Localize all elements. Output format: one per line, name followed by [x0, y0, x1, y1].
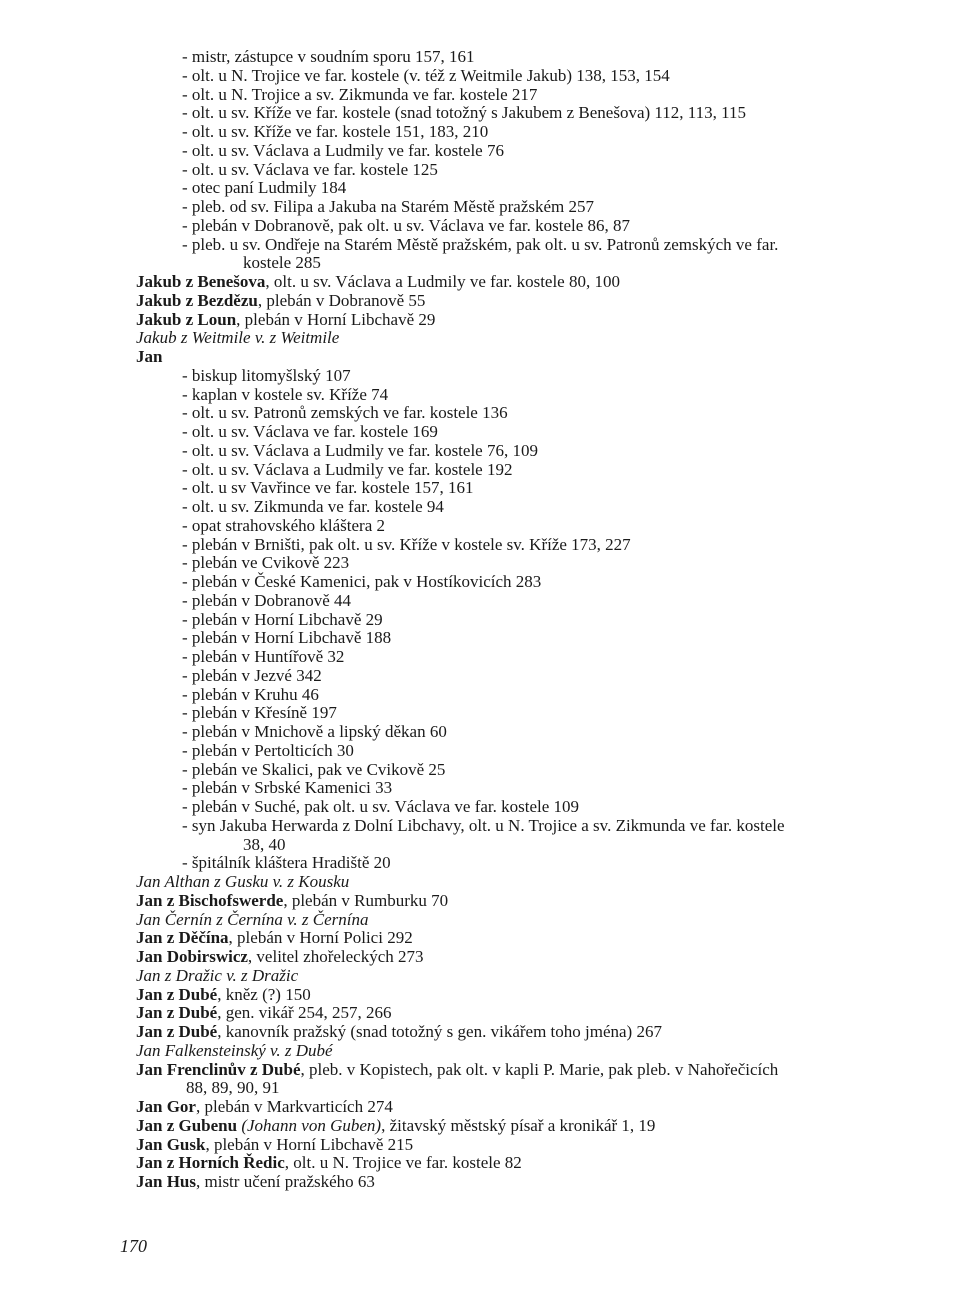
entry-text: - olt. u sv. Václava ve far. kostele 169: [182, 422, 438, 441]
entry-name: Jan Gor: [136, 1097, 196, 1116]
index-entry-heading: [136, 1022, 662, 1041]
index-subentry: [182, 778, 392, 797]
index-entry-heading: [136, 891, 448, 910]
entry-text: - plebán v Brništi, pak olt. u sv. Kříže v kostele sv. Kříže 173, 227: [182, 535, 631, 554]
entry-text: - olt. u sv. Václava a Ludmily ve far. kostele 76, 109: [182, 441, 538, 460]
entry-text: , mistr učení pražského 63: [196, 1172, 375, 1191]
entry-text: - plebán v Srbské Kamenici 33: [182, 778, 393, 797]
index-subentry: [182, 366, 351, 385]
index-subentry: [182, 741, 354, 760]
index-subentry: [182, 197, 594, 216]
entry-text: , žitavský městský písař a kronikář 1, 19: [381, 1116, 656, 1135]
page-number: 170: [120, 1236, 147, 1256]
cross-reference: Jan Althan z Gusku v. z Kousku: [136, 872, 350, 891]
index-subentry: [182, 385, 388, 404]
index-entry-heading: [136, 310, 435, 329]
entry-text: - plebán v Mnichově a lipský děkan 60: [182, 722, 447, 741]
entry-text: - plebán v Horní Libchavě 29: [182, 610, 383, 629]
entry-text: - pleb. u sv. Ondřeje na Starém Městě pražském, pak olt. u sv. Patronů zemských ve far.: [182, 235, 779, 254]
entry-text: - plebán v Dobranově 44: [182, 591, 352, 610]
index-subentry: [182, 591, 351, 610]
index-entry-heading: [136, 291, 425, 310]
entry-text: - olt. u sv. Václava ve far. kostele 125: [182, 160, 438, 179]
entry-text: - olt. u sv. Zikmunda ve far. kostele 94: [182, 497, 444, 516]
index-entry-heading: [136, 347, 162, 366]
index-subentry: [182, 760, 445, 779]
entry-text: - olt. u sv. Kříže ve far. kostele 151, 183, 210: [182, 122, 489, 141]
entry-text: - plebán v Suché, pak olt. u sv. Václava ve far. kostele 109: [182, 797, 580, 816]
index-entry-heading: [136, 1172, 375, 1191]
index-subentry: [182, 572, 541, 591]
index-subentry: [182, 441, 538, 460]
index-subentry: [182, 160, 438, 179]
entry-text: - syn Jakuba Herwarda z Dolní Libchavy, olt. u N. Trojice a sv. Zikmunda ve far. kostele: [182, 816, 785, 835]
index-subentry: [182, 535, 631, 554]
cross-reference: Jan Falkensteinský v. z Dubé: [136, 1041, 333, 1060]
index-subentry: [182, 178, 346, 197]
entry-text: , plebán v Rumburku 70: [283, 891, 449, 910]
entry-text: , kanovník pražský (snad totožný s gen. vikářem toho jména) 267: [217, 1022, 662, 1041]
cross-reference: Jan Černín z Černína v. z Černína: [136, 910, 369, 929]
entry-text: - otec paní Ludmily 184: [182, 178, 347, 197]
entry-name: Jan z Bischofswerde: [136, 891, 284, 910]
entry-text: kostele 285: [243, 253, 321, 272]
index-subentry: [182, 403, 508, 422]
index-entry-heading: [136, 1041, 333, 1060]
entry-text: - plebán v Dobranově, pak olt. u sv. Václava ve far. kostele 86, 87: [182, 216, 631, 235]
entry-text: , plebán v Horní Libchavě 29: [236, 310, 436, 329]
index-subentry: [182, 497, 444, 516]
entry-text: - olt. u sv. Václava a Ludmily ve far. kostele 192: [182, 460, 513, 479]
entry-text: - kaplan v kostele sv. Kříže 74: [182, 385, 389, 404]
entry-text: - plebán ve Cvikově 223: [182, 553, 350, 572]
entry-text: , olt. u N. Trojice ve far. kostele 82: [284, 1153, 522, 1172]
index-entry-heading: [136, 272, 620, 291]
index-subentry: [182, 797, 579, 816]
index-entry-heading: [136, 966, 298, 985]
index-subentry: [182, 553, 349, 572]
entry-text: , pleb. v Kopistech, pak olt. v kapli P. Marie, pak pleb. v Nahořečicích: [300, 1060, 779, 1079]
entry-text: - plebán v Jezvé 342: [182, 666, 322, 685]
index-entry-heading: [136, 947, 424, 966]
index-subentry: [182, 235, 778, 254]
entry-name: Jan z Gubenu: [136, 1116, 238, 1135]
entry-text: , plebán v Horní Polici 292: [228, 928, 413, 947]
entry-text: , velitel zhořeleckých 273: [247, 947, 424, 966]
entry-text: - plebán v Kruhu 46: [182, 685, 319, 704]
index-entry-heading: [136, 1003, 391, 1022]
index-entry-heading: [136, 1060, 778, 1079]
index-entry-heading: [136, 1116, 655, 1135]
entry-name: Jakub z Benešova: [136, 272, 266, 291]
entry-name: Jakub z Bezdězu: [136, 291, 258, 310]
entry-text: - olt. u sv. Václava a Ludmily ve far. kostele 76: [182, 141, 504, 160]
entry-name: Jan Dobirswicz: [136, 947, 248, 966]
entry-text: - olt. u sv Vavřince ve far. kostele 157, 161: [182, 478, 474, 497]
index-entry-heading: [136, 872, 349, 891]
entry-text: , gen. vikář 254, 257, 266: [217, 1003, 392, 1022]
cross-reference: Jakub z Weitmile v. z Weitmile: [136, 328, 340, 347]
entry-text: , olt. u sv. Václava a Ludmily ve far. kostele 80, 100: [265, 272, 620, 291]
entry-text: - plebán ve Skalici, pak ve Cvikově 25: [182, 760, 446, 779]
entry-text: - plebán v Pertolticích 30: [182, 741, 354, 760]
index-entry-continuation: [243, 253, 321, 272]
index-subentry: [182, 141, 504, 160]
entry-name: Jan z Dubé: [136, 985, 218, 1004]
entry-text: - plebán v Křesíně 197: [182, 703, 337, 722]
entry-text: - plebán v Horní Libchavě 188: [182, 628, 392, 647]
entry-text: 88, 89, 90, 91: [186, 1078, 280, 1097]
entry-name: Jan z Horních Ředic: [136, 1153, 285, 1172]
entry-text: 38, 40: [243, 835, 286, 854]
index-entry-continuation: [243, 835, 286, 854]
entry-text: , plebán v Horní Libchavě 215: [205, 1135, 414, 1154]
index-subentry: [182, 422, 438, 441]
index-subentry: [182, 460, 512, 479]
index-subentry: [182, 216, 630, 235]
index-entry-continuation: [186, 1078, 280, 1097]
entry-name: Jan z Děčína: [136, 928, 229, 947]
index-subentry: [182, 628, 391, 647]
entry-name: Jan z Dubé: [136, 1003, 218, 1022]
entry-text: - plebán v České Kamenici, pak v Hostíkovicích 283: [182, 572, 542, 591]
cross-reference: Jan z Dražic v. z Dražic: [136, 966, 299, 985]
index-entry-heading: [136, 985, 311, 1004]
entry-text: - špitálník kláštera Hradiště 20: [182, 853, 391, 872]
index-subentry: [182, 610, 383, 629]
index-subentry: [182, 122, 488, 141]
entry-text: - opat strahovského kláštera 2: [182, 516, 385, 535]
entry-name: Jan Hus: [136, 1172, 196, 1191]
entry-text: - olt. u N. Trojice a sv. Zikmunda ve far. kostele 217: [182, 85, 538, 104]
index-subentry: [182, 66, 670, 85]
index-subentry: [182, 685, 319, 704]
entry-text: - mistr, zástupce v soudním sporu 157, 161: [182, 47, 475, 66]
index-subentry: [182, 647, 344, 666]
index-subentry: [182, 722, 447, 741]
entry-name: Jan: [136, 347, 163, 366]
entry-text: - olt. u sv. Kříže ve far. kostele (snad totožný s Jakubem z Benešova) 112, 113, 115: [182, 103, 747, 122]
index-entry-heading: [136, 328, 339, 347]
index-entry-heading: [136, 910, 368, 929]
entry-text: , plebán v Dobranově 55: [257, 291, 426, 310]
entry-text: , kněz (?) 150: [217, 985, 311, 1004]
entry-text: - biskup litomyšlský 107: [182, 366, 351, 385]
entry-text: - pleb. od sv. Filipa a Jakuba na Starém Městě pražském 257: [182, 197, 594, 216]
index-subentry: [182, 853, 391, 872]
index-subentry: [182, 85, 537, 104]
index-subentry: [182, 516, 385, 535]
index-subentry: [182, 47, 475, 66]
index-subentry: [182, 478, 473, 497]
index-entry-heading: [136, 1135, 413, 1154]
entry-name: Jan Frenclinův z Dubé: [136, 1060, 301, 1079]
entry-name: Jakub z Loun: [136, 310, 237, 329]
entry-text: , plebán v Markvarticích 274: [195, 1097, 393, 1116]
entry-text: - plebán v Huntířově 32: [182, 647, 345, 666]
index-entry-heading: [136, 1097, 393, 1116]
index-entry-heading: [136, 928, 413, 947]
entry-name: Jan z Dubé: [136, 1022, 218, 1041]
entry-name: Jan Gusk: [136, 1135, 206, 1154]
index-subentry: [182, 103, 746, 122]
index-subentry: [182, 703, 337, 722]
index-subentry: [182, 816, 785, 835]
index-subentry: [182, 666, 322, 685]
entry-text: - olt. u sv. Patronů zemských ve far. kostele 136: [182, 403, 508, 422]
cross-reference: (Johann von Guben): [241, 1116, 382, 1135]
index-entry-heading: [136, 1153, 522, 1172]
entry-text: - olt. u N. Trojice ve far. kostele (v. též z Weitmile Jakub) 138, 153, 154: [182, 66, 670, 85]
